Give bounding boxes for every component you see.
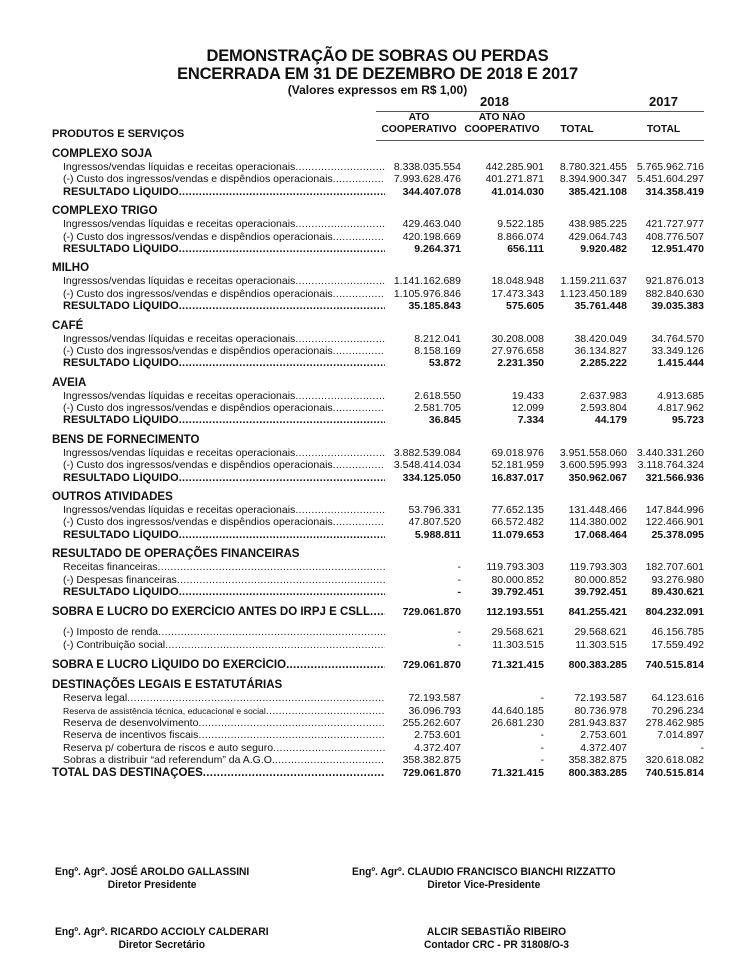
section-title: OUTROS ATIVIDADES <box>52 491 173 504</box>
resultado-liquido-row <box>52 357 704 369</box>
value-ato-nao-cooperativo: 18.048.948 <box>491 275 544 288</box>
value-total-2017: 17.559.492 <box>651 638 704 651</box>
column-header <box>52 112 704 139</box>
value-total-2018: 800.383.285 <box>568 766 627 779</box>
table-row <box>52 218 704 230</box>
section-caf- <box>52 320 704 370</box>
year-2017-header: 2017 <box>649 94 678 109</box>
value-ato-nao-cooperativo: - <box>540 729 544 742</box>
value-ato-cooperativo: 35.185.843 <box>408 300 461 313</box>
value-ato-cooperativo: 8.158.169 <box>414 344 461 357</box>
signatory-name: ALCIR SEBASTIÃO RIBEIRO <box>426 926 567 938</box>
resultado-liquido-row <box>52 243 704 255</box>
value-total-2017: 89.430.621 <box>651 585 704 598</box>
value-total-2017: 4.913.685 <box>657 389 704 402</box>
value-ato-cooperativo: - <box>457 626 461 639</box>
value-ato-nao-cooperativo: 29.568.621 <box>491 626 544 639</box>
value-ato-nao-cooperativo: - <box>540 692 544 705</box>
value-ato-nao-cooperativo: 2.231.350 <box>497 357 544 370</box>
value-ato-cooperativo: 1.141.162.689 <box>393 275 461 288</box>
row-label: RESULTADO LÍQUIDO <box>63 185 179 198</box>
value-ato-cooperativo: 53.796.331 <box>408 504 461 517</box>
value-total-2017: 25.378.095 <box>651 528 704 541</box>
value-total-2017: 46.156.785 <box>651 626 704 639</box>
value-total-2018: 281.943.837 <box>568 716 627 729</box>
signatory-role: Diretor Secretário <box>118 939 206 951</box>
value-total-2018: 119.793.303 <box>569 561 627 574</box>
col-ato-nao-cooperativo <box>460 112 544 136</box>
table-row <box>52 574 704 586</box>
table-row <box>52 288 704 300</box>
value-total-2018: 35.761.448 <box>574 300 627 313</box>
value-total-2018: 2.753.601 <box>580 729 627 742</box>
value-ato-nao-cooperativo: 12.099 <box>511 402 544 415</box>
col-header-line1: ATO <box>408 112 430 123</box>
value-ato-cooperativo: 420.198.669 <box>402 230 461 243</box>
table-row <box>52 754 704 766</box>
value-total-2017: 182.707.601 <box>645 561 704 574</box>
value-total-2018: 44.179 <box>594 414 627 427</box>
signature-accountant <box>424 926 569 952</box>
resultado-liquido-row <box>52 472 704 484</box>
value-ato-nao-cooperativo: 77.652.135 <box>491 504 544 517</box>
value-total-2017: 3.118.764.324 <box>637 459 704 472</box>
document-header <box>0 47 755 98</box>
value-ato-cooperativo: 5.988.811 <box>414 528 461 541</box>
value-ato-nao-cooperativo: 66.572.482 <box>491 516 544 529</box>
value-ato-cooperativo: 2.753.601 <box>414 729 461 742</box>
section-title: MILHO <box>52 262 90 275</box>
value-ato-cooperativo: 344.407.078 <box>402 185 461 198</box>
value-ato-cooperativo: 729.061.870 <box>402 606 461 619</box>
value-ato-nao-cooperativo: 656.111 <box>507 242 544 255</box>
value-total-2017: 1.415.444 <box>657 357 704 370</box>
value-total-2018: 1.159.211.637 <box>560 275 627 288</box>
section-milho <box>52 262 704 312</box>
table-row <box>52 459 704 471</box>
value-ato-cooperativo: 334.125.050 <box>402 471 461 484</box>
row-label: TOTAL DAS DESTINAÇÕES <box>52 766 203 779</box>
col-header-line1: ATO NÃO <box>478 112 526 123</box>
subtitle: (Valores expressos em R$ 1,00) <box>287 83 468 97</box>
table-row <box>52 692 704 704</box>
resultado-liquido-row <box>52 529 704 541</box>
value-ato-cooperativo: 9.264.371 <box>414 242 461 255</box>
section-title: COMPLEXO TRIGO <box>52 205 158 218</box>
sobra-antes-irpj-row <box>52 605 704 619</box>
table-row <box>52 390 704 402</box>
value-total-2017: 740.515.814 <box>645 766 704 779</box>
signatory-name: Engº. Agrº. CLAUDIO FRANCISCO BIANCHI RIZZATTO <box>352 866 616 878</box>
value-ato-nao-cooperativo: 19.433 <box>511 389 544 402</box>
col-header-line2: TOTAL <box>560 124 594 135</box>
col-header-line2: COOPERATIVO <box>381 124 457 135</box>
value-total-2017: 921.876.013 <box>645 275 704 288</box>
signatory-name: Engº. Agrº. JOSÉ AROLDO GALLASSINI <box>55 866 250 878</box>
sections <box>52 148 704 598</box>
year-2018-header: 2018 <box>480 94 509 109</box>
value-total-2017: 5.765.962.716 <box>636 161 704 173</box>
value-total-2017: 320.618.082 <box>645 754 704 767</box>
row-label: Reserva de assistência técnica, educacional e social <box>63 705 266 716</box>
value-total-2018: 29.568.621 <box>574 626 627 639</box>
row-label: (-) Imposto de renda <box>63 626 159 639</box>
header-divider-bottom <box>376 140 704 141</box>
row-label: RESULTADO LÍQUIDO <box>63 414 179 427</box>
row-label: RESULTADO LÍQUIDO <box>63 585 179 598</box>
row-label: RESULTADO LÍQUIDO <box>63 300 179 313</box>
table-row <box>52 402 704 414</box>
row-label: SOBRA E LUCRO DO EXERCÍCIO ANTES DO IRPJ E CSLL <box>52 606 370 619</box>
value-total-2017: 39.035.383 <box>651 300 704 313</box>
value-total-2017: 804.232.091 <box>645 606 704 619</box>
row-label: Ingressos/vendas líquidas e receitas operacionais <box>63 504 296 517</box>
table-row <box>52 729 704 741</box>
value-ato-nao-cooperativo: 71.321.415 <box>491 766 544 779</box>
value-ato-cooperativo: 3.882.539.084 <box>393 446 461 459</box>
value-total-2017: 147.844.996 <box>645 504 704 517</box>
section-title: RESULTADO DE OPERAÇÕES FINANCEIRAS <box>52 548 300 561</box>
table-row <box>52 516 704 528</box>
section-title: AVEIA <box>52 376 87 389</box>
value-total-2017: 122.466.901 <box>645 516 704 529</box>
value-ato-nao-cooperativo: 9.522.185 <box>497 218 544 231</box>
col-header-line2: COOPERATIVO <box>464 124 540 135</box>
value-total-2018: 39.792.451 <box>574 585 627 598</box>
section-aveia <box>52 377 704 427</box>
row-label: RESULTADO LÍQUIDO <box>63 242 179 255</box>
signature-vice-president <box>352 866 616 892</box>
value-ato-cooperativo: 36.845 <box>428 414 461 427</box>
row-label: Reserva legal <box>63 692 128 705</box>
row-label: Ingressos/vendas líquidas e receitas operacionais <box>63 161 296 173</box>
contribuicao-social-row <box>52 639 704 651</box>
value-ato-nao-cooperativo: 112.193.551 <box>486 606 544 619</box>
value-ato-nao-cooperativo: 11.303.515 <box>492 638 544 651</box>
row-label: RESULTADO LÍQUIDO <box>63 357 179 370</box>
value-ato-nao-cooperativo: 11.079.653 <box>492 528 544 541</box>
value-ato-nao-cooperativo: 69.018.976 <box>491 446 544 459</box>
value-total-2017: 33.349.126 <box>651 344 704 357</box>
value-ato-cooperativo: - <box>457 573 461 586</box>
row-label: Ingressos/vendas líquidas e receitas operacionais <box>63 218 296 231</box>
value-ato-nao-cooperativo: 41.014.030 <box>491 185 544 198</box>
value-ato-cooperativo: 255.262.607 <box>402 716 461 729</box>
value-ato-cooperativo: 8.338.035.554 <box>393 161 461 173</box>
value-ato-cooperativo: 358.382.875 <box>402 754 461 767</box>
table-row <box>52 333 704 345</box>
value-total-2018: 17.068.464 <box>574 528 627 541</box>
row-label: Ingressos/vendas líquidas e receitas operacionais <box>63 332 296 345</box>
value-total-2018: 438.985.225 <box>568 218 627 231</box>
value-ato-nao-cooperativo: 8.866.074 <box>497 230 544 243</box>
value-ato-cooperativo: 2.581.705 <box>414 402 461 415</box>
value-total-2018: 8.780.321.455 <box>559 161 627 173</box>
signatory-name: Engº. Agrº. RICARDO ACCIOLY CALDERARI <box>55 926 269 938</box>
value-total-2018: 385.421.108 <box>568 185 627 198</box>
value-ato-nao-cooperativo: 44.640.185 <box>491 704 544 717</box>
resultado-liquido-row <box>52 186 704 198</box>
table-row <box>52 231 704 243</box>
row-label: (-) Custo dos ingressos/vendas e dispêndios operacionais <box>63 344 333 357</box>
row-label: (-) Custo dos ingressos/vendas e dispêndios operacionais <box>63 516 333 529</box>
col-ato-cooperativo <box>377 112 461 136</box>
section-destinacoes <box>52 679 704 779</box>
row-label: Ingressos/vendas líquidas e receitas operacionais <box>63 446 296 459</box>
value-total-2017: 5.451.604.297 <box>636 173 704 186</box>
value-total-2018: 9.920.482 <box>580 242 627 255</box>
value-ato-cooperativo: 729.061.870 <box>402 766 461 779</box>
section-title: CAFÉ <box>52 319 84 332</box>
section-complexo-trigo <box>52 205 704 255</box>
row-label: (-) Despesas financeiras <box>63 573 177 586</box>
value-total-2017: 421.727.977 <box>645 218 704 231</box>
value-ato-nao-cooperativo: 7.334 <box>517 414 544 427</box>
value-ato-nao-cooperativo: - <box>540 754 544 767</box>
row-label: Ingressos/vendas líquidas e receitas operacionais <box>63 389 296 402</box>
table-row <box>52 173 704 185</box>
value-total-2018: 36.134.827 <box>574 344 627 357</box>
value-total-2018: 11.303.515 <box>575 638 627 651</box>
value-total-2017: 12.951.470 <box>651 242 704 255</box>
value-ato-nao-cooperativo: 71.321.415 <box>491 659 544 672</box>
col-total-2018 <box>542 112 612 136</box>
table-row <box>52 275 704 287</box>
row-label: Sobras a distribuir “ad referendum” da A.G.O. <box>63 754 275 767</box>
value-ato-nao-cooperativo: 30.208.008 <box>491 332 544 345</box>
value-ato-cooperativo: 729.061.870 <box>402 659 461 672</box>
value-ato-nao-cooperativo: 52.181.959 <box>491 459 544 472</box>
row-label: Reserva de desenvolvimento <box>63 716 199 729</box>
col-header-line2: TOTAL <box>646 124 681 135</box>
value-total-2018: 3.951.558.060 <box>559 446 627 459</box>
value-ato-cooperativo: 72.193.587 <box>408 692 461 705</box>
value-total-2018: 358.382.875 <box>568 754 627 767</box>
row-label: RESULTADO LÍQUIDO <box>63 528 179 541</box>
value-total-2018: 80.000.852 <box>574 573 627 586</box>
value-total-2018: 3.600.595.993 <box>559 459 627 472</box>
value-ato-cooperativo: 3.548.414.034 <box>393 459 461 472</box>
value-total-2017: 278.462.985 <box>645 716 704 729</box>
row-label: (-) Custo dos ingressos/vendas e dispêndios operacionais <box>63 230 333 243</box>
value-total-2018: 72.193.587 <box>574 692 627 705</box>
table-row <box>52 345 704 357</box>
section-complexo-soja <box>52 148 704 198</box>
value-total-2018: 2.593.804 <box>580 402 627 415</box>
section-outros-atividades <box>52 491 704 541</box>
section-title: COMPLEXO SOJA <box>52 148 153 160</box>
value-total-2017: 95.723 <box>671 414 704 427</box>
row-label: (-) Custo dos ingressos/vendas e dispêndios operacionais <box>63 459 333 472</box>
row-label: RESULTADO LÍQUIDO <box>63 471 179 484</box>
value-ato-cooperativo: 7.993.628.476 <box>393 173 461 186</box>
value-ato-cooperativo: - <box>457 561 461 574</box>
value-total-2018: 1.123.450.189 <box>559 287 627 300</box>
row-label: Receitas financeiras <box>63 561 158 574</box>
value-ato-cooperativo: 53.872 <box>428 357 461 370</box>
value-ato-nao-cooperativo: 16.837.017 <box>491 471 544 484</box>
total-destinacoes-row <box>52 767 704 779</box>
table-row <box>52 705 704 717</box>
value-ato-cooperativo: 36.096.793 <box>408 704 461 717</box>
value-total-2017: 93.276.980 <box>651 573 704 586</box>
value-ato-nao-cooperativo: 80.000.852 <box>491 573 544 586</box>
value-ato-nao-cooperativo: 442.285.901 <box>485 161 544 173</box>
value-total-2017: 34.764.570 <box>651 332 704 345</box>
value-total-2017: 882.840.630 <box>645 287 704 300</box>
resultado-liquido-row <box>52 414 704 426</box>
resultado-liquido-row <box>52 586 704 598</box>
value-ato-cooperativo: 4.372.407 <box>414 741 461 754</box>
destinacoes-rows <box>52 692 704 766</box>
value-total-2018: 2.637.983 <box>580 389 627 402</box>
row-label: Reserva p/ cobertura de riscos e auto seguro <box>63 741 274 754</box>
value-ato-cooperativo: 429.463.040 <box>402 218 461 231</box>
resultado-liquido-row <box>52 300 704 312</box>
value-total-2018: 2.285.222 <box>580 357 627 370</box>
imposto-renda-row <box>52 626 704 638</box>
value-total-2017: 408.776.507 <box>645 230 704 243</box>
row-label: Ingressos/vendas líquidas e receitas operacionais <box>63 275 296 288</box>
value-ato-nao-cooperativo: 27.976.658 <box>491 344 544 357</box>
value-total-2017: 7.014.897 <box>657 729 704 742</box>
value-ato-nao-cooperativo: 17.473.343 <box>491 287 544 300</box>
row-label: (-) Custo dos ingressos/vendas e dispêndios operacionais <box>63 287 333 300</box>
value-ato-nao-cooperativo: 39.792.451 <box>491 585 544 598</box>
value-total-2018: 429.064.743 <box>568 230 627 243</box>
value-ato-cooperativo: 8.212.041 <box>414 332 461 345</box>
sobra-liquida-row <box>52 658 704 672</box>
value-total-2018: 114.380.002 <box>569 516 627 529</box>
year-header <box>52 92 704 110</box>
value-ato-cooperativo: - <box>457 638 461 651</box>
row-label: (-) Custo dos ingressos/vendas e dispêndios operacionais <box>63 402 333 415</box>
signatory-role: Contador CRC - PR 31808/O-3 <box>424 939 569 951</box>
value-ato-cooperativo: - <box>457 585 461 598</box>
value-ato-nao-cooperativo: 401.271.871 <box>485 173 544 186</box>
value-total-2017: 314.358.419 <box>645 185 704 198</box>
table-row <box>52 742 704 754</box>
value-ato-cooperativo: 2.618.550 <box>414 389 461 402</box>
section-resultado-de-opera-es-financeiras <box>52 548 704 598</box>
row-label: SOBRA E LUCRO LÍQUIDO DO EXERCÍCIO <box>52 659 287 672</box>
row-label: (-) Custo dos ingressos/vendas e dispêndios operacionais <box>63 173 333 186</box>
value-total-2018: 841.255.421 <box>568 606 627 619</box>
signatory-role: Diretor Vice-Presidente <box>427 879 541 891</box>
value-ato-nao-cooperativo: 575.605 <box>506 300 544 313</box>
row-header-label: PRODUTOS E SERVIÇOS <box>52 128 185 140</box>
value-ato-cooperativo: 1.105.976.846 <box>393 287 461 300</box>
value-ato-nao-cooperativo: 119.793.303 <box>486 561 544 574</box>
section-title: DESTINAÇÕES LEGAIS E ESTATUTÁRIAS <box>52 679 283 692</box>
title-line-2: ENCERRADA EM 31 DE DEZEMBRO DE 2018 E 2017 <box>177 65 578 83</box>
table-row <box>52 717 704 729</box>
value-total-2017: - <box>700 741 704 754</box>
title-line-1: DEMONSTRAÇÃO DE SOBRAS OU PERDAS <box>206 47 549 65</box>
value-total-2017: 321.566.936 <box>645 471 704 484</box>
signatory-role: Diretor Presidente <box>107 879 197 891</box>
value-ato-nao-cooperativo: - <box>540 741 544 754</box>
table-row <box>52 504 704 516</box>
value-total-2017: 64.123.616 <box>651 692 704 705</box>
value-total-2017: 740.515.814 <box>645 659 704 672</box>
value-total-2018: 350.962.067 <box>568 471 627 484</box>
row-label: Reserva de incentivos fiscais <box>63 729 199 742</box>
col-total-2017 <box>623 112 704 136</box>
value-total-2017: 3.440.331.260 <box>636 446 704 459</box>
value-ato-cooperativo: 47.807.520 <box>408 516 461 529</box>
signature-president <box>55 866 249 892</box>
value-total-2017: 70.296.234 <box>651 704 704 717</box>
table-row <box>52 161 704 173</box>
value-total-2018: 4.372.407 <box>580 741 627 754</box>
table-row <box>52 561 704 573</box>
financial-statement-table <box>52 92 704 779</box>
value-total-2018: 80.736.978 <box>574 704 627 717</box>
value-total-2018: 131.448.466 <box>568 504 627 517</box>
value-total-2018: 38.420.049 <box>574 332 627 345</box>
value-ato-nao-cooperativo: 26.681.230 <box>491 716 544 729</box>
signature-secretary <box>55 926 269 952</box>
row-label: (-) Contribuição social <box>63 638 166 651</box>
section-bens-de-fornecimento <box>52 434 704 484</box>
value-total-2018: 800.383.285 <box>568 659 627 672</box>
value-total-2018: 8.394.900.347 <box>559 173 627 186</box>
section-title: BENS DE FORNECIMENTO <box>52 433 200 446</box>
value-total-2017: 4.817.962 <box>657 402 704 415</box>
table-row <box>52 447 704 459</box>
